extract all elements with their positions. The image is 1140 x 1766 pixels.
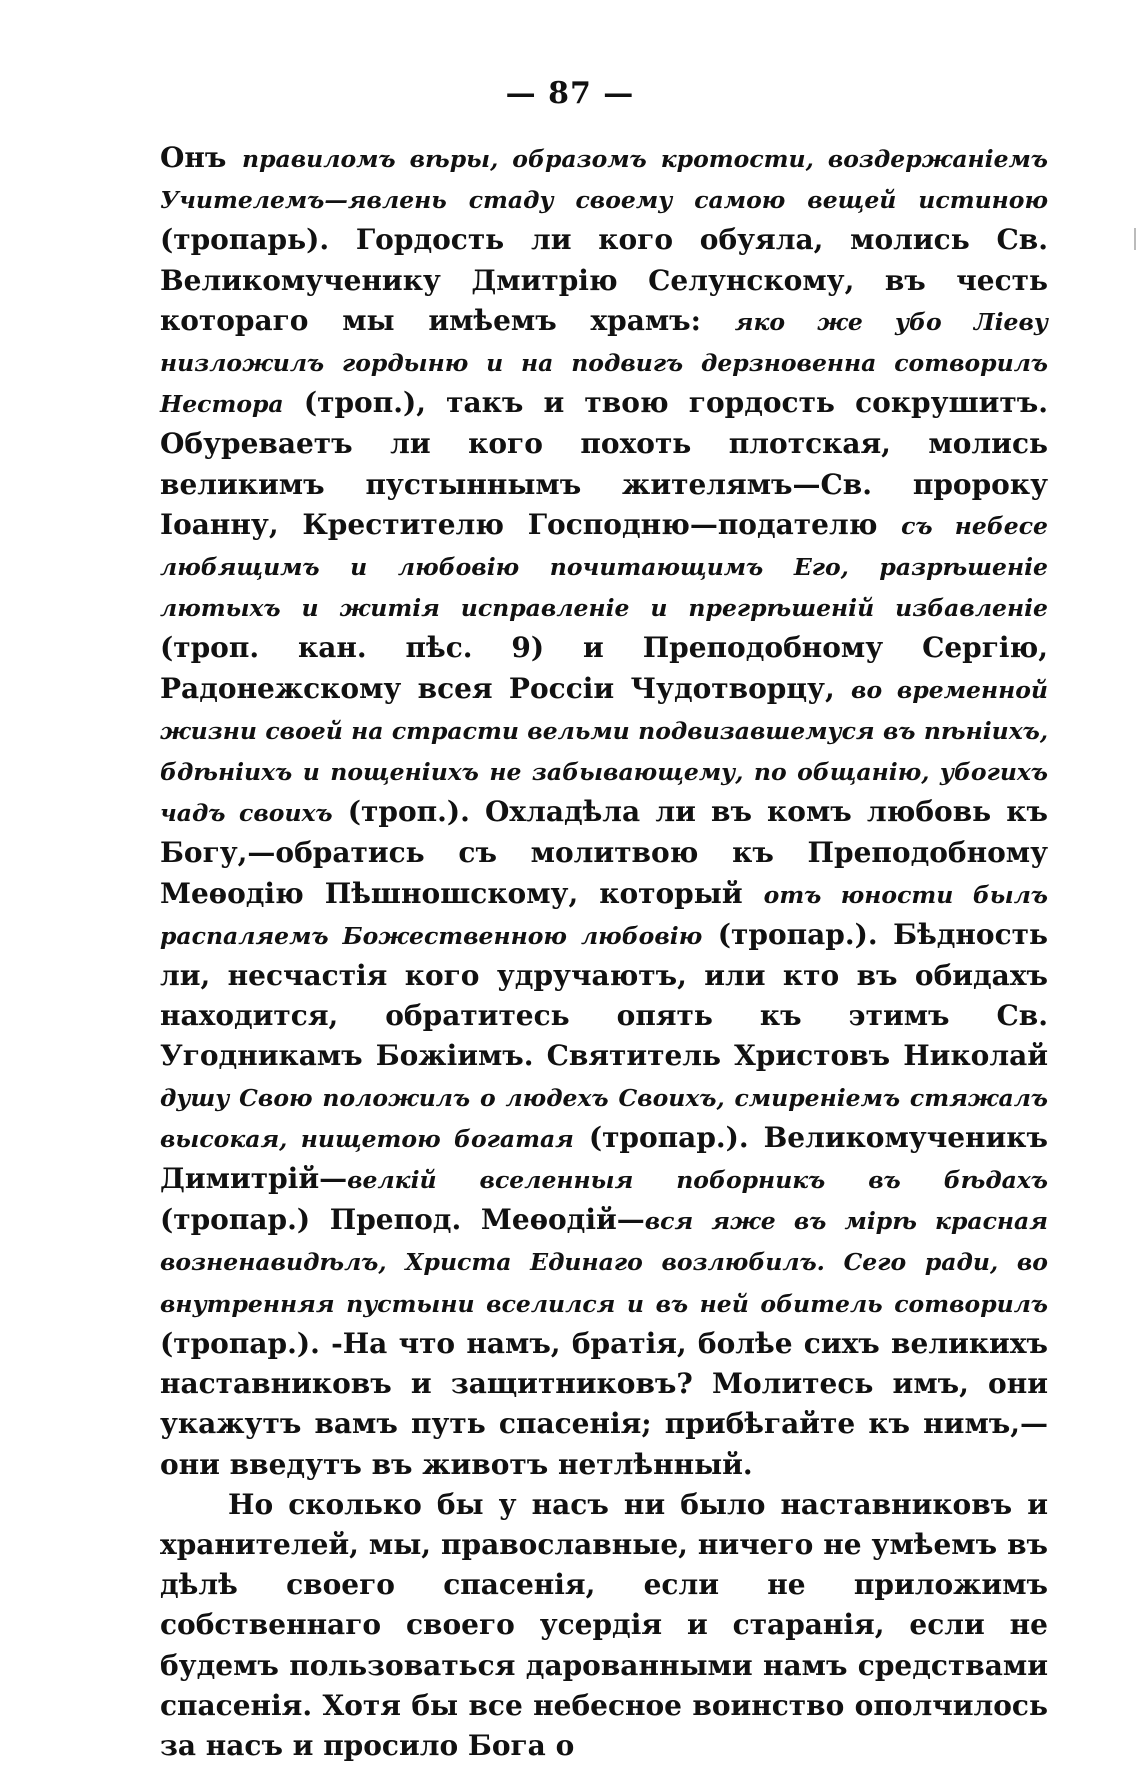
italic-quote: правиломъ вѣры, образомъ кротости, воздержанiемъ Учителемъ—явлень стаду своему самою вещей истиною	[160, 145, 1048, 215]
body-text	[160, 138, 1048, 1766]
paragraph-1	[160, 138, 1048, 1485]
italic-quote: велкiй вселенныя поборникъ въ бѣдахъ	[347, 1166, 1048, 1195]
text-run: (тропар.). -На что намъ, братiя, болѣе сихъ великихъ наставниковъ и защитниковъ? Молитесь имъ, они укажутъ вамъ путь спасенiя; прибѣгайте къ нимъ,—они введутъ въ животъ нетлѣнный.	[160, 1326, 1048, 1481]
italic-quote: отъ юности былъ распаляемъ Божественною любовiю	[160, 880, 1049, 950]
italic-quote: яко же убо Лiеву низложилъ гордыню и на подвигъ дерзновенна сотворилъ Нестора	[160, 307, 1048, 419]
italic-quote: вся яже въ мiрѣ красная возненавидѣлъ, Христа Единаго возлюбилъ. Сего ради, во внутренняя пустыни вселился и въ ней обитель сотворилъ	[160, 1207, 1048, 1318]
text-run: (тропар.) Препод. Меѳодiй—	[160, 1203, 645, 1237]
text-run: (троп. кан. пѣс. 9) и Преподобному Сергiю, Радонежскому всея Россiи Чудотворцу,	[160, 631, 1048, 705]
italic-quote: душу Свою положилъ о людехъ Своихъ, смиренiемъ стяжалъ высокая, нищетою богатая	[160, 1083, 1048, 1153]
text-run: (троп.), такъ и твою гордость сокрушитъ. Обуреваетъ ли кого похоть плотская, молись великимъ пустыннымъ жителямъ—Св. пророку Iоанну, Крестителю Господню—подателю	[160, 386, 1048, 541]
paragraph-2	[160, 1485, 1048, 1766]
text-run: (тропар.). Бѣдность ли, несчастiя кого удручаютъ, или кто въ обидахъ находится, обратитесь опять къ этимъ Св. Угодникамъ Божiимъ. Святитель Христовъ Николай	[160, 917, 1048, 1073]
italic-quote: во временной жизни своей на страсти вельми подвизавшемуся въ пѣнiихъ, бдѣнiихъ и пощенiихъ не забывающему, по общанiю, убогихъ чадъ своихъ	[160, 675, 1049, 828]
text-run: (троп.). Охладѣла ли въ комъ любовь къ Богу,—обратись съ молитвою къ Преподобному Меѳодiю Пѣшношскому, который	[160, 795, 1048, 910]
text-run: Но сколько бы у насъ ни было наставниковъ и хранителей, мы, православные, ничего не умѣемъ въ дѣлѣ своего спасенiя, если не приложимъ собственнаго своего усердiя и старанiя, если не будемъ пользоваться дарованными намъ средствами спасенiя. Хотя бы все небесное воинство ополчилось за насъ и просило Бога о	[160, 1487, 1048, 1762]
text-run: Онъ	[160, 141, 242, 174]
text-run: (тропар.). Великомученикъ Димитрiй—	[160, 1120, 1048, 1196]
italic-quote: съ небесе любящимъ и любовiю почитающимъ Его, разрѣшенiе лютыхъ и житiя исправленiе и прегрѣшенiй избавленiе	[160, 511, 1048, 623]
page-number: — 87 —	[505, 76, 635, 111]
text-run: (тропарь). Гордость ли кого обуяла, молись Св. Великомученику Дмитрiю Селунскому, въ честь котораго мы имѣемъ храмъ:	[160, 223, 1048, 337]
margin-mark	[1134, 228, 1136, 250]
